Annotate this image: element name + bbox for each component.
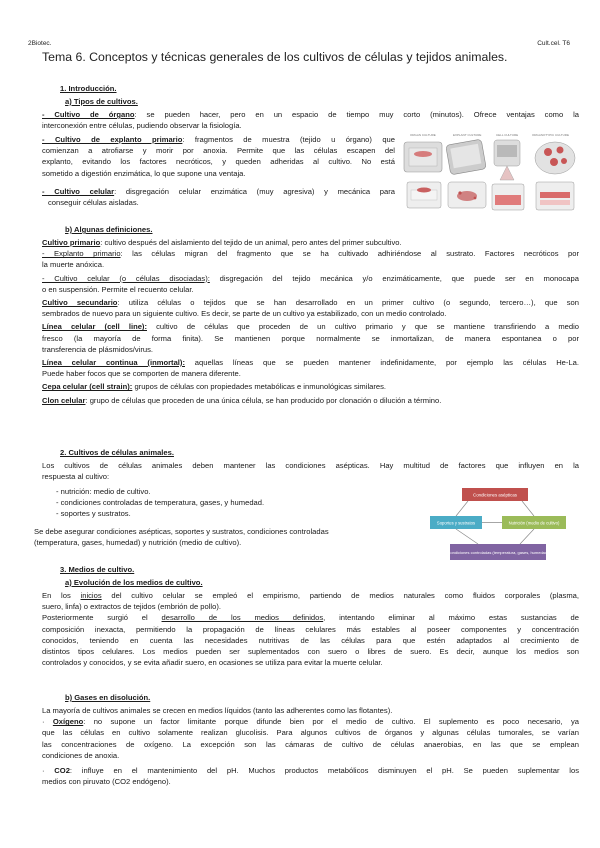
section-2-intro: Los cultivos de células animales deben mantener las condiciones asépticas. Hay multitud de factores que influyen en la respuesta al cultivo:	[42, 461, 579, 482]
fig1-caption-0: ORGAN CULTURE	[410, 133, 436, 137]
svg-text:Condiciones asépticas: Condiciones asépticas	[473, 492, 517, 498]
subsection-3a-heading: a) Evolución de los medios de cultivo.	[65, 578, 203, 587]
explant-culture-term: - Cultivo de explanto primario	[42, 135, 183, 144]
svg-text:Soportes y sustratos: Soportes y sustratos	[436, 520, 476, 526]
fig1-caption-1: EXPLANT CULTURE	[453, 133, 482, 137]
subsection-3b-heading: b) Gases en disolución.	[65, 693, 151, 702]
def-cell-clone: Clon celular	[42, 395, 86, 405]
header-left: 2Biotec.	[28, 40, 52, 47]
subsection-1b-heading: b) Algunas definiciones.	[65, 225, 153, 234]
factor-item: - soportes y sustratos.	[56, 509, 131, 519]
factor-item: - nutrición: medio de cultivo.	[56, 487, 151, 496]
fig1-caption-3: ORGANOTYPIC CULTURE	[532, 133, 569, 137]
def-primary-culture: Cultivo primario	[42, 238, 101, 247]
arrow	[522, 501, 534, 516]
def-continuous-line: Línea celular continua (inmortal):	[42, 358, 185, 368]
page-title: Tema 6. Conceptos y técnicas generales de los cultivos de células y tejidos animales.	[42, 50, 508, 64]
arrow	[520, 529, 534, 544]
svg-text:Condiciones controladas (tempe: Condiciones controladas (temperatura, gases, humedad)	[447, 550, 549, 555]
subsection-1a-heading: a) Tipos de cultivos.	[65, 97, 138, 106]
explant-culture-illustration	[446, 139, 487, 208]
def-cell-line: Línea celular (cell line):	[42, 322, 147, 332]
media-evolution-para: En los inicios del cultivo celular se empleó el empirismo, partiendo de medios naturales como fluidos corporales (plasma, suero, linfa) o extractos de tejidos (embrión de pollo). Posteriormente surgió el desarrollo de los medios definidos, intentando eliminar al máximo estas sustancias de composición inexacta, permitiendo la propagación de líneas celulares más estables al poseer componentes y concentración conocidos, teniendo en cuenta las necesidades nutritivas de las células para que estén adaptados al crecimiento de distintos tipos celulares. Los medios pueden ser suplementados con suero o libres de suero. Es decir, aunque los medios son controlados y conocidos, y se evita añadir suero, en ocasiones se utiliza para evitar la muerte celular.	[42, 591, 579, 668]
culture-types-figure	[402, 132, 578, 222]
organ-culture-illustration	[404, 142, 442, 208]
factors-list	[56, 486, 264, 520]
organ-culture-para: - Cultivo de órgano: se pueden hacer, pero en un espacio de tiempo muy corto (minutos). Ofrece ventajas como la interconexión entre células, pudiendo observar la fisiología.	[42, 110, 580, 131]
def-primary-explant: - Explanto primario	[42, 249, 121, 259]
co2-term: CO2	[54, 766, 70, 776]
definitions-block: Cultivo primario: cultivo después del aislamiento del tejido de un animal, pero antes del primer subcultivo. - Explanto primario: las células migran del fragmento que se ha cultivado adhiriéndose al sustrato. Factores necróticos por la muerte anóxica. - Cultivo celular (o células disociadas): disgregación del tejido mecánica y/o enzimáticamente, que puede ser en monocapa o en suspensión. Permite el recuento celular. Cultivo secundario: utiliza células o tejidos que se han desarrollado en un primer cultivo (o segundo, tercero…), que son sembrados de nuevo para un siguiente cultivo. Es decir, se parte de un cultivo ya estabilizado, con un medio controlado. Línea celular (cell line): cultivo de células que proceden de un cultivo primario y que se mantiene transfiriendo a medio fresco (la mayoría de forma finita). Se mantienen porque normalmente se inmortalizan, de manera espontanea o por transferencia de plásmidos/virus. Línea celular continua (inmortal): aquellas líneas que se pueden mantener indefinidamente, por ejemplo las células He-La. Puede haber focos que se comporten de manera diferente. Cepa celular (cell strain): grupos de células con propiedades metabólicas e inmunológicas similares. Clon celular: grupo de células que proceden de una única célula, se han producido por clonación o dilución a término.	[42, 238, 580, 405]
explant-culture-para: - Cultivo de explanto primario: fragmentos de muestra (tejido u órgano) que comienzan a atrofiarse y morir por anoxia. Permite que las células escapen del explanto, evitando los factores necróticos, y queden adheridas al cultivo. No está sometido a digestión enzimática, lo que supone una ventaja.	[42, 135, 396, 178]
section-2-heading: 2. Cultivos de células animales.	[60, 448, 174, 457]
gases-block: La mayoría de cultivos animales se crecen en medios líquidos (tanto las adherentes como las flotantes). · Oxígeno: no supone un factor limitante porque difunde bien por el medio de cultivo. El suplemento es poco necesario, ya que las células en cultivo solamente realizan glucolisis. Para algunos cultivos de órganos y algunas células tumorales, se varían las concentraciones de oxígeno. La excepción son las cámaras de cultivo de células anaerobias, en las que se emplean condiciones de anoxia. · CO2: influye en el mantenimiento del pH. Muchos productos metabólicos disminuyen el pH. Se pueden suplementar los medios con piruvato (CO2 endógeno).	[42, 706, 580, 787]
fig1-caption-2: CELL CULTURE	[496, 133, 519, 137]
cell-culture-para: - Cultivo celular: disgregación celular enzimática (muy agresiva) y mecánica para conseguir células aisladas.	[42, 187, 395, 208]
organ-culture-term: - Cultivo de órgano	[42, 110, 135, 119]
header-right: Cult.cel. T6	[537, 40, 570, 47]
def-secondary-culture: Cultivo secundario	[42, 298, 118, 308]
conditions-diagram	[428, 486, 568, 564]
arrow	[456, 529, 478, 544]
section-2-closing: Se debe asegurar condiciones asépticas, soportes y sustratos, condiciones controladas (temperatura, gases, humedad) y nutrición (medio de cultivo).	[34, 527, 329, 548]
cell-culture-term: - Cultivo celular	[42, 187, 115, 196]
factor-item: - condiciones controladas de temperatura, gases, y humedad.	[56, 498, 265, 508]
oxygen-term: Oxígeno	[52, 717, 84, 727]
def-dissociated-cells: - Cultivo celular (o células disociadas):	[42, 273, 210, 283]
arrow	[456, 501, 468, 516]
svg-text:Nutrición (medio de cultivo): Nutrición (medio de cultivo)	[508, 520, 560, 526]
section-1-heading: 1. Introducción.	[60, 84, 117, 93]
section-3-heading: 3. Medios de cultivo.	[60, 565, 135, 574]
organotypic-culture-illustration	[535, 142, 575, 210]
cell-culture-illustration	[492, 140, 524, 210]
def-cell-strain: Cepa celular (cell strain):	[42, 382, 133, 392]
